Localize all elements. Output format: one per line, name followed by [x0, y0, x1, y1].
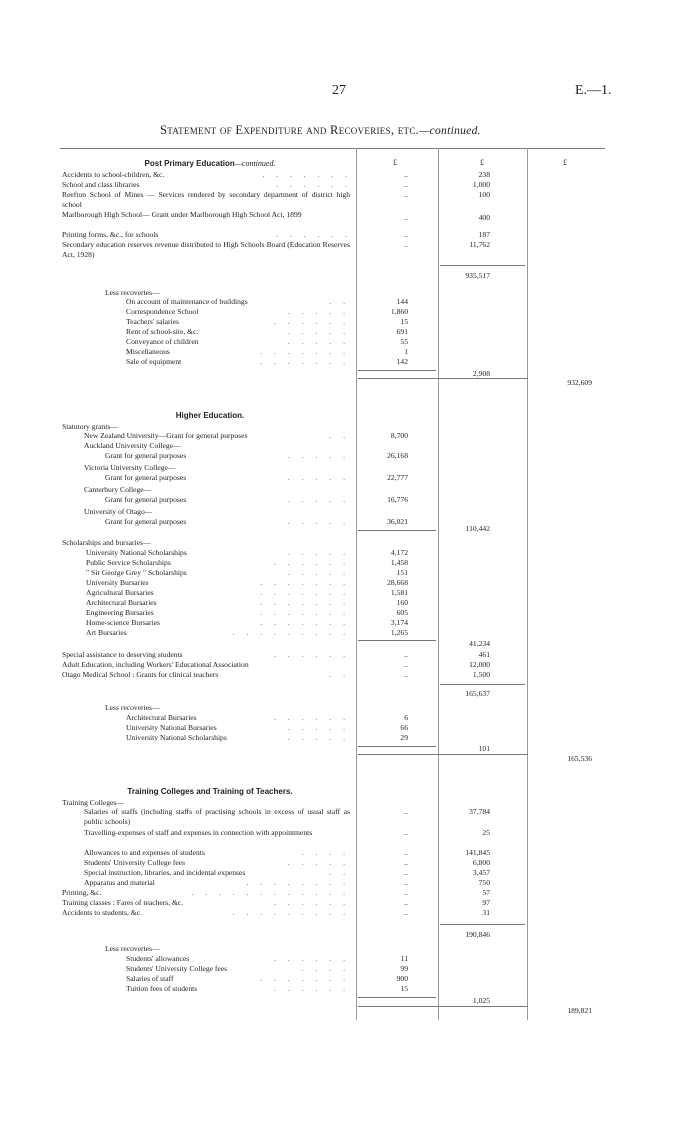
- table-row: Art Bursaries . . . . . . . . . 1,265: [86, 628, 408, 637]
- training-subtotal: 190,846: [465, 930, 490, 939]
- table-row: Grant for general purposes . . . . . 36,021: [105, 517, 408, 526]
- table-row: Printing, &c. . . . . . . . . . . . . .. 57: [62, 888, 490, 897]
- subtotal-rule: [440, 684, 525, 685]
- statutory-total: 110,442: [465, 524, 490, 533]
- table-row: Allowances to and expenses of students . . . . .. 141,845: [84, 848, 490, 857]
- subtotal-rule: [440, 924, 525, 925]
- scholarships-total: 41,234: [469, 639, 490, 648]
- table-row: Special instruction, libraries, and incidental expenses . . .. 3,457: [84, 868, 490, 877]
- table-row: Students' University College fees . . . . 99: [126, 964, 408, 973]
- section-heading-higher-education: Higher Education.: [175, 411, 245, 420]
- title-main: Statement of Expenditure and Recoveries, etc.: [160, 123, 420, 137]
- table-row: Training Colleges—: [62, 798, 124, 807]
- table-row: Accidents to school-children, &c. . . . . . . . .. 238: [62, 170, 490, 179]
- table-row: On account of maintenance of buildings . . 144: [126, 297, 408, 306]
- table-row: Public Service Scholarships . . . . . . 1,458: [86, 558, 408, 567]
- table-row: Auckland University College—: [84, 441, 181, 450]
- training-recoveries-total: 1,025: [472, 996, 490, 1005]
- table-row: University National Bursaries . . . . . 66: [126, 723, 408, 732]
- recoveries-rule: [358, 997, 436, 998]
- table-row: Marlborough High School— Grant under Marlborough High School Act, 1899 .. 400: [62, 210, 490, 222]
- table-row: School and class libraries . . . . . . .. 1,000: [62, 180, 490, 189]
- section-rule: [358, 1006, 528, 1007]
- table-row: University Bursaries . . . . . . . 28,668: [86, 578, 408, 587]
- table-row: Special assistance to deserving students . . . . . . .. 461: [62, 650, 490, 659]
- table-row: Students' University College fees . . . . . .. 6,800: [84, 858, 490, 867]
- section-heading-training: Training Colleges and Training of Teachers.: [127, 787, 293, 796]
- table-row: Sale of equipment . . . . . . . 142: [126, 357, 408, 366]
- table-row: University National Scholarships . . . . . 29: [126, 733, 408, 742]
- table-row: Miscellaneous . . . . . . . 1: [126, 347, 408, 356]
- table-row: New Zealand University—Grant for general purposes . . 8,700: [84, 431, 408, 440]
- title-suffix: —continued.: [419, 125, 481, 137]
- table-row: Accidents to students, &c. . . . . . . . . . .. 31: [62, 908, 490, 917]
- page-number: 27: [332, 83, 346, 98]
- higher-net-total: 165,536: [567, 754, 592, 763]
- table-row: Engineering Bursaries . . . . . . . 605: [86, 608, 408, 617]
- table-row: Conveyance of children . . . . . 55: [126, 337, 408, 346]
- table-row: Less recoveries—: [105, 288, 160, 297]
- higher-recoveries-total: 101: [478, 744, 490, 753]
- table-row: Grant for general purposes . . . . . 16,776: [105, 495, 408, 504]
- table-row: Reefton School of Mines — Services rendered by secondary department of district high school .. 100: [62, 190, 490, 209]
- higher-subtotal: 165,637: [465, 689, 490, 698]
- table-row: Otago Medical School : Grants for clinical teachers . . .. 1,500: [62, 670, 490, 679]
- currency-col-2: £: [480, 158, 484, 167]
- table-row: Salaries of staffs (including staffs of practising schools in excess of usual staff as public schools) .. 37,784: [84, 807, 490, 826]
- table-row: Architectural Bursaries . . . . . . 6: [126, 713, 408, 722]
- table-row: Students' allowances . . . . . . 11: [126, 954, 408, 963]
- subtotal-rule: [358, 530, 436, 531]
- table-row: University National Scholarships . . . . . 4,172: [86, 548, 408, 557]
- post-primary-recoveries-total: 2,908: [472, 369, 490, 378]
- table-row: Statutory grants—: [62, 422, 118, 431]
- table-row: Tuition fees of students . . . . . . 15: [126, 984, 408, 993]
- recoveries-rule: [358, 746, 436, 747]
- table-row: Correspondence School . . . . . 1,860: [126, 307, 408, 316]
- subtotal-rule: [358, 640, 436, 641]
- table-row: Teachers' salaries . . . . . . 15: [126, 317, 408, 326]
- table-row: Less recoveries—: [105, 703, 160, 712]
- table-row: Home-science Bursaries . . . . . . . 3,174: [86, 618, 408, 627]
- section-heading-post-primary: Post Primary Education—continued.: [144, 159, 276, 168]
- section-rule: [358, 754, 528, 755]
- table-row: Agricultural Bursaries . . . . . . . 1,581: [86, 588, 408, 597]
- section-rule: [358, 378, 528, 379]
- post-primary-subtotal: 935,517: [465, 271, 490, 280]
- table-row: Grant for general purposes . . . . . 26,168: [105, 451, 408, 460]
- table-row: " Sir George Grey " Scholarships . . . . . 151: [86, 568, 408, 577]
- table-top-rule: [60, 148, 605, 149]
- table-row: Secondary education reserves revenue distributed to High Schools Board (Education Reserves Act, 1928) .. 11,762: [62, 240, 490, 259]
- training-net-total: 189,821: [567, 1006, 592, 1015]
- table-row: Scholarships and bursaries—: [62, 538, 151, 547]
- currency-col-1: £: [393, 158, 397, 167]
- table-row: Apparatus and material . . . . . . . . .. 750: [84, 878, 490, 887]
- table-row: Victoria University College—: [84, 463, 176, 472]
- table-row: Rent of school-site, &c. . . . . . 691: [126, 327, 408, 336]
- table-row: Training classes : Fares of teachers, &c. . . . . . . .. 97: [62, 898, 490, 907]
- recoveries-rule: [358, 370, 436, 371]
- table-row: Travelling-expenses of staff and expenses in connection with appointments .. 25: [84, 828, 490, 837]
- table-row: Printing forms, &c., for schools . . . . . . .. 187: [62, 230, 490, 239]
- table-row: Architectural Bursaries . . . . . . . 160: [86, 598, 408, 607]
- table-row: Grant for general purposes . . . . . 22,777: [105, 473, 408, 482]
- post-primary-net-total: 932,609: [567, 378, 592, 387]
- table-row: University of Otago—: [84, 507, 153, 516]
- table-row: Less recoveries—: [105, 944, 160, 953]
- table-row: Canterbury College—: [84, 485, 152, 494]
- table-row: Salaries of staff . . . . . . . 900: [126, 974, 408, 983]
- document-code: E.—1.: [575, 83, 612, 98]
- table-row: Adult Education, including Workers' Educational Association .. 12,000: [62, 660, 490, 669]
- currency-col-3: £: [563, 158, 567, 167]
- subtotal-rule: [440, 265, 525, 266]
- page-title: [160, 123, 481, 138]
